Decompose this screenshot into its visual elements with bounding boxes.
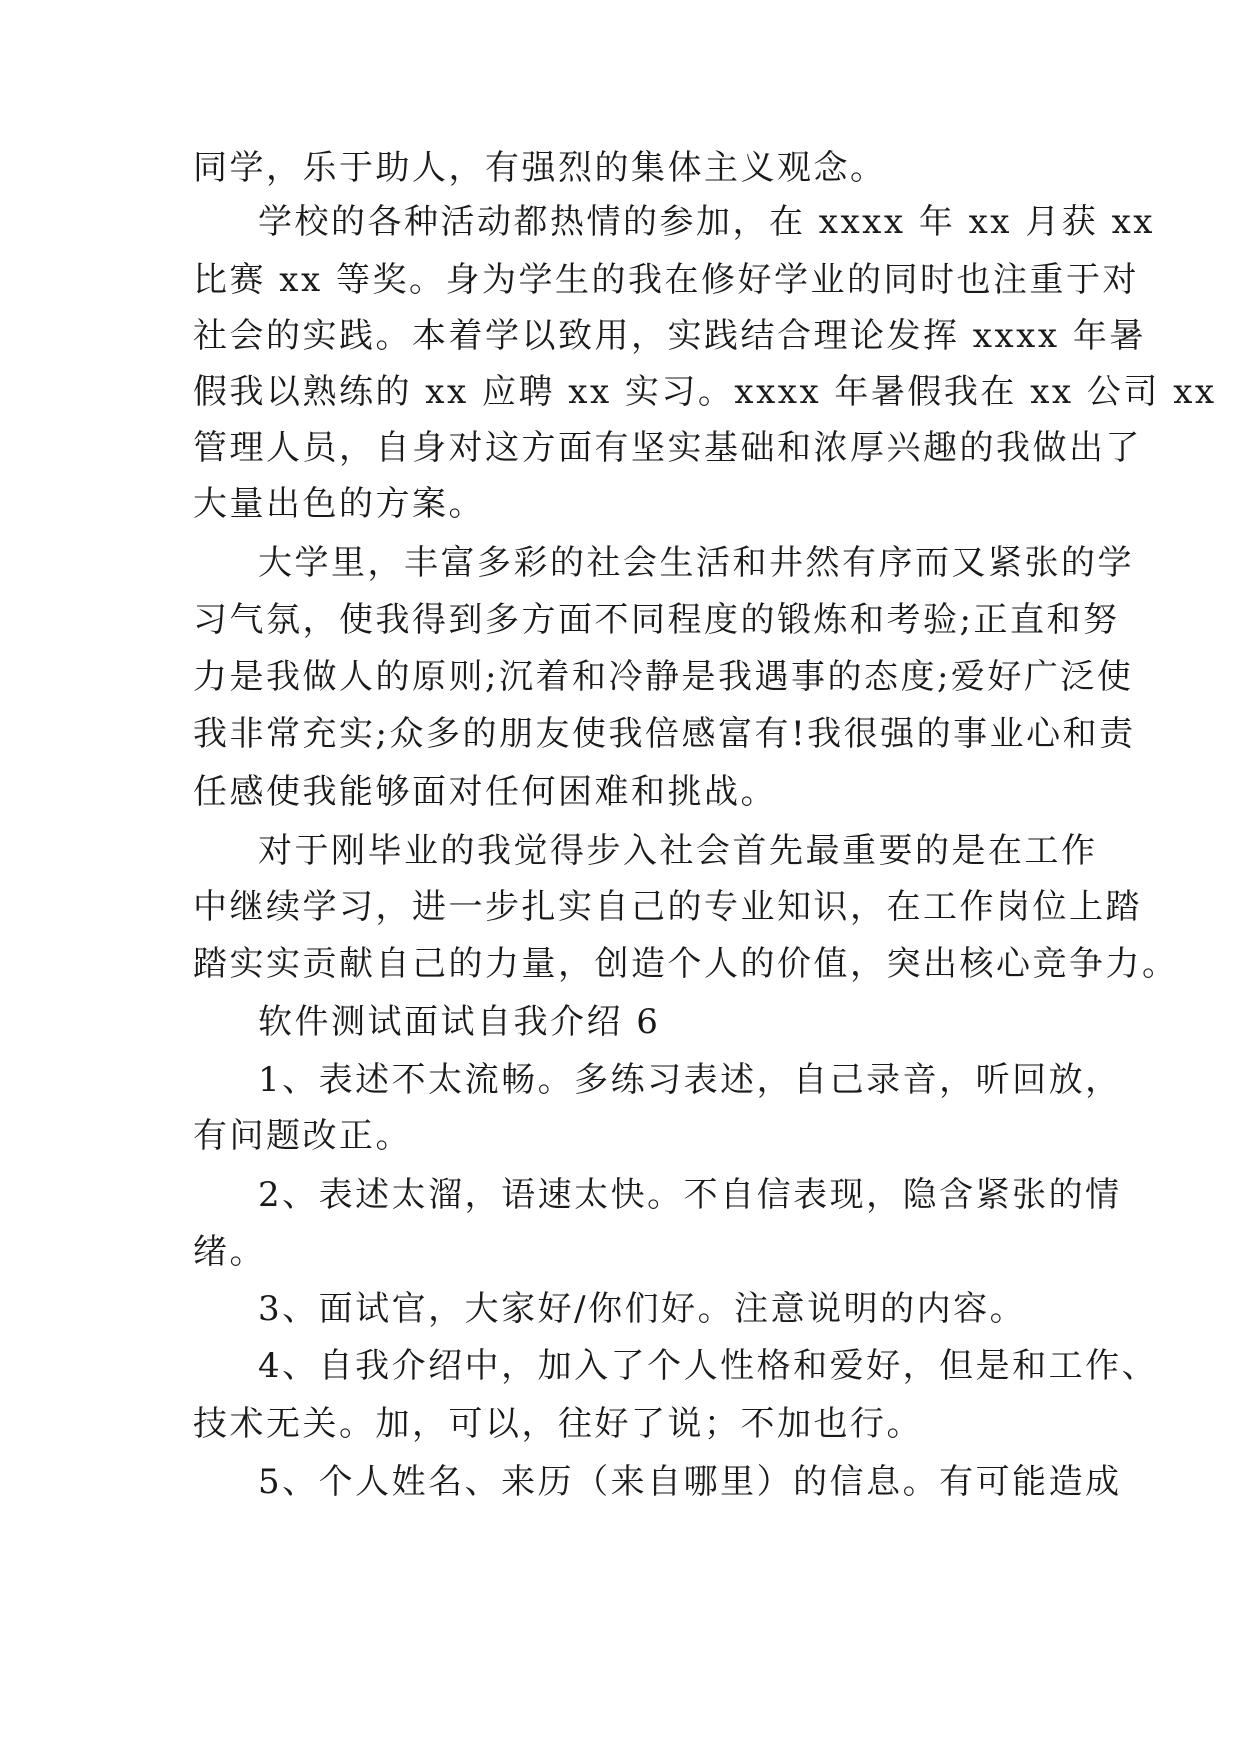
text-line-22: 4、自我介绍中，加入了个人性格和爱好，但是和工作、 [258,1346,1159,1386]
text-line-2: 学校的各种活动都热情的参加，在 xxxx 年 xx 月获 xx [258,202,1155,242]
text-line-17: 1、表述不太流畅。多练习表述，自己录音，听回放， [258,1060,1122,1100]
text-line-9: 习气氛，使我得到多方面不同程度的锻炼和考验;正直和努 [193,600,1120,640]
text-line-6: 管理人员，自身对这方面有坚实基础和浓厚兴趣的我做出了 [193,428,1142,468]
text-line-19: 2、表述太溜，语速太快。不自信表现，隐含紧张的情 [258,1175,1122,1215]
text-line-1: 同学，乐于助人，有强烈的集体主义观念。 [193,148,887,188]
text-line-20: 绪。 [193,1232,266,1272]
text-line-15: 踏实实贡献自己的力量，创造个人的价值，突出核心竞争力。 [193,944,1179,984]
text-line-12: 任感使我能够面对任何困难和挑战。 [193,772,777,812]
text-line-8: 大学里，丰富多彩的社会生活和井然有序而又紧张的学 [258,543,1134,583]
text-line-18: 有问题改正。 [193,1116,412,1156]
text-line-4: 社会的实践。本着学以致用，实践结合理论发挥 xxxx 年暑 [193,316,1146,356]
text-line-5: 假我以熟练的 xx 应聘 xx 实习。xxxx 年暑假我在 xx 公司 xx [193,372,1217,412]
text-line-7: 大量出色的方案。 [193,484,485,524]
text-line-14: 中继续学习，进一步扎实自己的专业知识，在工作岗位上踏 [193,887,1142,927]
text-line-21: 3、面试官，大家好/你们好。注意说明的内容。 [258,1289,1027,1329]
text-line-23: 技术无关。加，可以，往好了说；不加也行。 [193,1404,923,1444]
section-heading: 软件测试面试自我介绍 6 [258,1002,661,1042]
text-line-11: 我非常充实;众多的朋友使我倍感富有!我很强的事业心和责 [193,714,1136,754]
text-line-10: 力是我做人的原则;沉着和冷静是我遇事的态度;爱好广泛使 [193,657,1134,697]
text-line-13: 对于刚毕业的我觉得步入社会首先最重要的是在工作 [258,831,1098,871]
text-line-24: 5、个人姓名、来历（来自哪里）的信息。有可能造成 [258,1462,1122,1502]
text-line-3: 比赛 xx 等奖。身为学生的我在修好学业的同时也注重于对 [193,260,1139,300]
